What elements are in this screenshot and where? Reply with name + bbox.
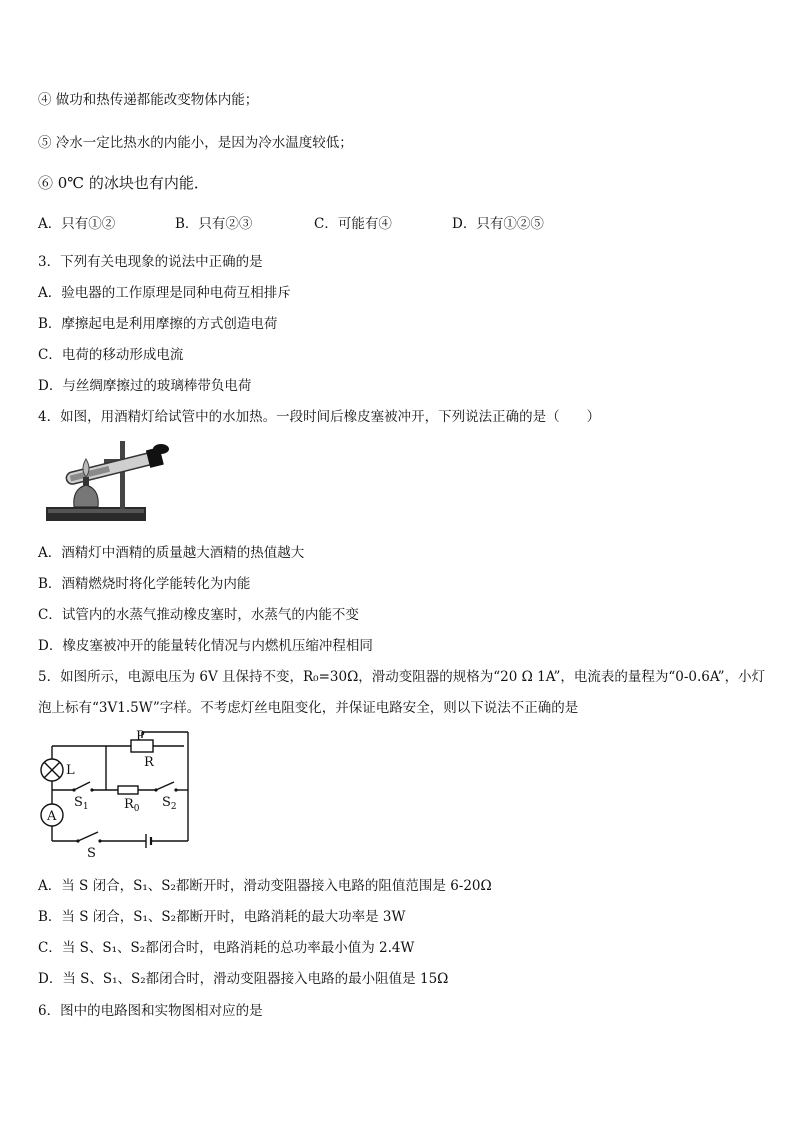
- q5-option-d: D．当 S、S₁、S₂都闭合时，滑动变阻器接入电路的最小阻值是 15Ω: [38, 971, 449, 987]
- q5-stem-line1: 5．如图所示，电源电压为 6V 且保持不变，R₀=30Ω，滑动变阻器的规格为“20 Ω 1A”，电流表的量程为“0-0.6A”，小灯: [38, 669, 766, 685]
- circuit-label-P: P: [136, 729, 145, 744]
- q3-stem: 3．下列有关电现象的说法中正确的是: [38, 254, 263, 270]
- q3-option-c: C．电荷的移动形成电流: [38, 347, 184, 363]
- q2-option-d: D．只有①②⑤: [452, 216, 544, 232]
- q4-option-d: D．橡皮塞被冲开的能量转化情况与内燃机压缩冲程相同: [38, 638, 373, 654]
- q4-stem: 4．如图，用酒精灯给试管中的水加热。一段时间后橡皮塞被冲开，下列说法正确的是（ ）: [38, 409, 601, 425]
- q3-option-b: B．摩擦起电是利用摩擦的方式创造电荷: [38, 316, 278, 332]
- q2-option-c: C．可能有④: [314, 216, 392, 232]
- q4-option-a: A．酒精灯中酒精的质量越大酒精的热值越大: [38, 545, 305, 561]
- q4-option-c: C．试管内的水蒸气推动橡皮塞时，水蒸气的内能不变: [38, 607, 359, 623]
- q5-stem-line2: 泡上标有“3V1.5W”字样。不考虑灯丝电阻变化，并保证电路安全，则以下说法不正确的是: [38, 700, 579, 716]
- q2-option-a: A．只有①②: [38, 216, 116, 232]
- circuit-label-S1: $S_1$: [74, 795, 89, 812]
- q2-item6: ⑥ 0℃ 的冰块也有内能．: [38, 174, 209, 192]
- q2-item4: ④ 做功和热传递都能改变物体内能；: [38, 92, 259, 108]
- circuit-label-L: L: [66, 763, 75, 778]
- circuit-label-R: R: [144, 755, 154, 770]
- q3-option-d: D．与丝绸摩擦过的玻璃棒带负电荷: [38, 378, 252, 394]
- circuit-label-S: S: [87, 846, 96, 861]
- circuit-label-S2: $S_2$: [162, 795, 177, 812]
- circuit-label-R0: $R_0$: [124, 797, 140, 814]
- q5-option-c: C．当 S、S₁、S₂都闭合时，电路消耗的总功率最小值为 2.4W: [38, 940, 415, 956]
- q4-option-b: B．酒精燃烧时将化学能转化为内能: [38, 576, 251, 592]
- test-tube-heating-figure: [44, 437, 174, 527]
- q5-option-a: A．当 S 闭合，S₁、S₂都断开时，滑动变阻器接入电路的阻值范围是 6-20Ω: [38, 878, 492, 894]
- q5-option-b: B．当 S 闭合，S₁、S₂都断开时，电路消耗的最大功率是 3W: [38, 909, 406, 925]
- q6-stem: 6．图中的电路图和实物图相对应的是: [38, 1003, 263, 1019]
- circuit-diagram: [36, 726, 196, 861]
- q2-option-b: B．只有②③: [175, 216, 253, 232]
- circuit-label-A: A: [47, 809, 57, 824]
- q2-item5: ⑤ 冷水一定比热水的内能小，是因为冷水温度较低；: [38, 135, 353, 151]
- q3-option-a: A．验电器的工作原理是同种电荷互相排斥: [38, 285, 291, 301]
